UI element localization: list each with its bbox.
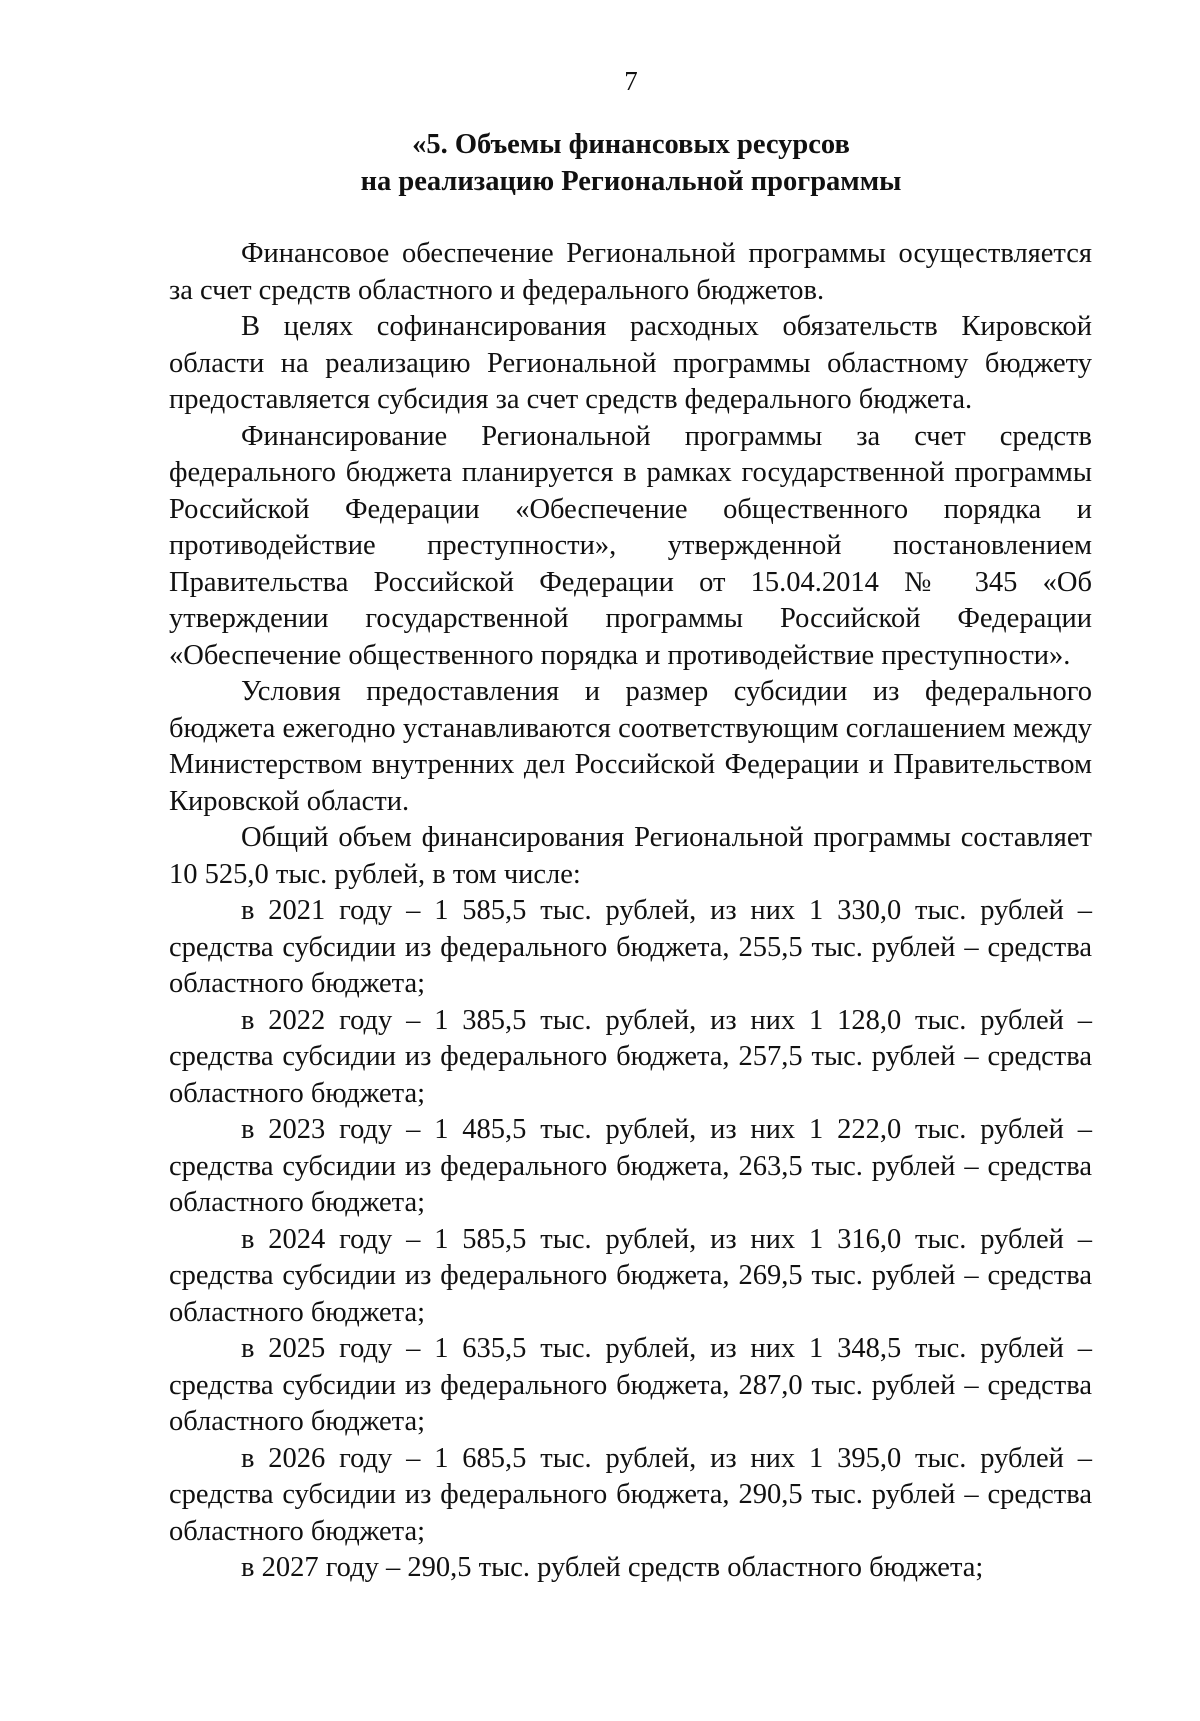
paragraph-year-2025: в 2025 году – 1 635,5 тыс. рублей, из них 1 348,5 тыс. рублей – средства субсидии из федерального бюджета, 287,0 тыс. рублей – средства областного бюджета; xyxy=(169,1333,1092,1437)
section-heading-line-2: на реализацию Региональной программы xyxy=(360,166,902,197)
paragraph-year-2022: в 2022 году – 1 385,5 тыс. рублей, из них 1 128,0 тыс. рублей – средства субсидии из федерального бюджета, 257,5 тыс. рублей – средства областного бюджета; xyxy=(169,1004,1092,1109)
paragraph-cofinancing: В целях софинансирования расходных обязательств Кировской области на реализацию Региональной программы областному бюджету предоставляется субсидия за счет средств федерального бюджета. xyxy=(169,311,1092,415)
paragraph-year-2027: в 2027 году – 290,5 тыс. рублей средств областного бюджета; xyxy=(241,1552,984,1583)
paragraph-year-2023: в 2023 году – 1 485,5 тыс. рублей, из них 1 222,0 тыс. рублей – средства субсидии из федерального бюджета, 263,5 тыс. рублей – средства областного бюджета; xyxy=(169,1114,1092,1218)
paragraph-total-volume: Общий объем финансирования Региональной программы составляет 10 525,0 тыс. рублей, в том числе: xyxy=(169,822,1092,890)
document-body xyxy=(169,236,1092,1587)
paragraph-funding-sources: Финансовое обеспечение Региональной программы осуществляется за счет средств областного и федерального бюджетов. xyxy=(169,238,1092,306)
section-heading-line-1: «5. Объемы финансовых ресурсов xyxy=(412,129,850,160)
page-number: 7 xyxy=(624,66,638,96)
paragraph-year-2026: в 2026 году – 1 685,5 тыс. рублей, из них 1 395,0 тыс. рублей – средства субсидии из федерального бюджета, 290,5 тыс. рублей – средства областного бюджета; xyxy=(169,1442,1092,1547)
paragraph-year-2024: в 2024 году – 1 585,5 тыс. рублей, из них 1 316,0 тыс. рублей – средства субсидии из федерального бюджета, 269,5 тыс. рублей – средства областного бюджета; xyxy=(169,1223,1092,1328)
paragraph-federal-program: Финансирование Региональной программы за счет средств федерального бюджета планируется в рамках государственной программы Российской Федерации «Обеспечение общественного порядка и противодействие преступности», утвержденной постановлением Правительства Российской Федерации от 15.04.2014 № 345 «Об утверждении государственной программы Российской Федерации «Обеспечение общественного порядка и противодействие преступности». xyxy=(169,420,1092,671)
paragraph-year-2021: в 2021 году – 1 585,5 тыс. рублей, из них 1 330,0 тыс. рублей – средства субсидии из федерального бюджета, 255,5 тыс. рублей – средства областного бюджета; xyxy=(169,895,1092,999)
section-heading xyxy=(170,126,1092,200)
paragraph-subsidy-conditions: Условия предоставления и размер субсидии из федерального бюджета ежегодно устанавливаются соответствующим соглашением между Министерством внутренних дел Российской Федерации и Правительством Кировской области. xyxy=(169,676,1092,817)
